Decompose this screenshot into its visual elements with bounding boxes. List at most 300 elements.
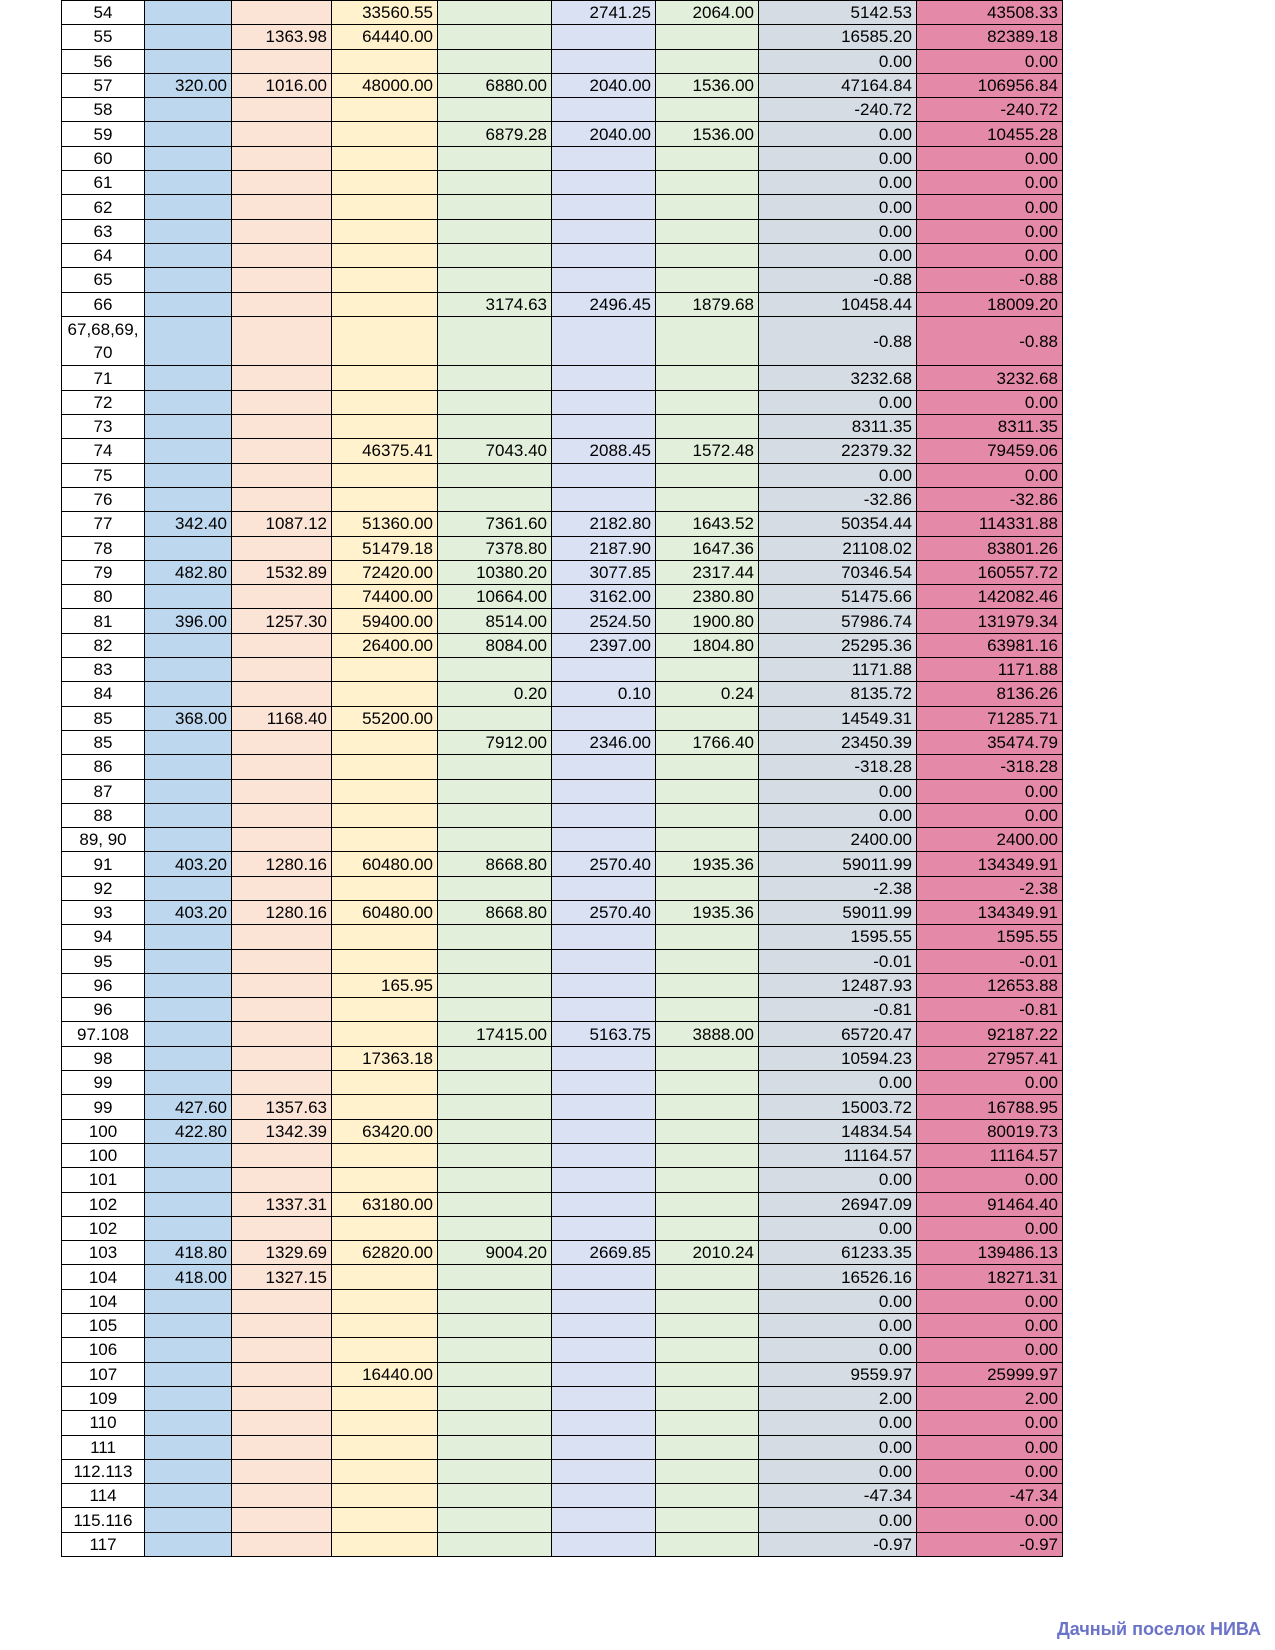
plot-number-cell: 56 <box>62 49 145 73</box>
table-cell: 14834.54 <box>759 1119 917 1143</box>
table-cell <box>145 292 232 316</box>
table-cell: 1327.15 <box>232 1265 332 1289</box>
table-cell <box>438 98 552 122</box>
table-cell <box>552 463 656 487</box>
table-cell: 1342.39 <box>232 1119 332 1143</box>
table-cell <box>438 779 552 803</box>
table-cell <box>232 366 332 390</box>
table-cell <box>145 1484 232 1508</box>
table-cell: 0.00 <box>917 195 1063 219</box>
table-cell: 8084.00 <box>438 633 552 657</box>
table-row <box>62 1532 1063 1556</box>
table-cell <box>332 1095 438 1119</box>
table-cell <box>232 1022 332 1046</box>
table-cell <box>552 1484 656 1508</box>
table-cell: 62820.00 <box>332 1241 438 1265</box>
plot-number-cell: 64 <box>62 243 145 267</box>
plot-number-cell: 117 <box>62 1532 145 1556</box>
table-cell: 8136.26 <box>917 682 1063 706</box>
table-cell: 1329.69 <box>232 1241 332 1265</box>
table-cell: 59011.99 <box>759 852 917 876</box>
table-cell <box>145 925 232 949</box>
table-cell: 63180.00 <box>332 1192 438 1216</box>
table-cell <box>232 633 332 657</box>
table-cell: -47.34 <box>917 1484 1063 1508</box>
table-cell <box>438 1119 552 1143</box>
table-cell <box>232 1508 332 1532</box>
table-cell: 2.00 <box>917 1386 1063 1410</box>
table-row <box>62 633 1063 657</box>
table-cell <box>145 316 232 366</box>
table-cell <box>332 803 438 827</box>
table-row <box>62 779 1063 803</box>
table-cell: 1168.40 <box>232 706 332 730</box>
table-cell <box>552 1143 656 1167</box>
table-cell: 83801.26 <box>917 536 1063 560</box>
plot-number-cell: 115.116 <box>62 1508 145 1532</box>
table-cell <box>145 658 232 682</box>
table-cell <box>145 876 232 900</box>
table-cell: 1337.31 <box>232 1192 332 1216</box>
table-cell: 427.60 <box>145 1095 232 1119</box>
table-cell: 1647.36 <box>656 536 759 560</box>
table-cell <box>145 1459 232 1483</box>
table-cell <box>332 98 438 122</box>
plot-number-cell: 77 <box>62 512 145 536</box>
table-cell: 2010.24 <box>656 1241 759 1265</box>
table-cell: 63981.16 <box>917 633 1063 657</box>
table-cell <box>656 1192 759 1216</box>
plot-number-cell: 89, 90 <box>62 828 145 852</box>
table-cell: 16526.16 <box>759 1265 917 1289</box>
table-cell <box>145 1289 232 1313</box>
table-cell: 25999.97 <box>917 1362 1063 1386</box>
table-cell <box>332 1386 438 1410</box>
table-cell <box>332 316 438 366</box>
table-cell <box>438 998 552 1022</box>
table-cell <box>145 1168 232 1192</box>
table-cell <box>438 828 552 852</box>
table-cell <box>656 706 759 730</box>
table-row <box>62 1484 1063 1508</box>
plot-number-cell: 104 <box>62 1265 145 1289</box>
table-cell <box>145 1532 232 1556</box>
table-cell: 2741.25 <box>552 1 656 25</box>
table-cell: 2346.00 <box>552 730 656 754</box>
table-cell <box>552 415 656 439</box>
table-cell: 0.00 <box>917 390 1063 414</box>
table-cell: 7043.40 <box>438 439 552 463</box>
table-cell <box>438 925 552 949</box>
table-cell <box>438 1338 552 1362</box>
table-cell <box>332 1022 438 1046</box>
table-row <box>62 1362 1063 1386</box>
table-cell <box>552 1532 656 1556</box>
table-cell: 65720.47 <box>759 1022 917 1046</box>
table-cell <box>232 536 332 560</box>
table-row <box>62 682 1063 706</box>
table-cell <box>438 171 552 195</box>
plot-number-cell: 57 <box>62 73 145 97</box>
table-cell: 35474.79 <box>917 730 1063 754</box>
table-cell: 8668.80 <box>438 852 552 876</box>
table-cell <box>145 1411 232 1435</box>
table-cell: 2187.90 <box>552 536 656 560</box>
table-cell <box>438 1314 552 1338</box>
table-cell: 320.00 <box>145 73 232 97</box>
table-cell: 60480.00 <box>332 852 438 876</box>
table-cell: 72420.00 <box>332 560 438 584</box>
table-cell: 2.00 <box>759 1386 917 1410</box>
table-cell: 0.00 <box>759 243 917 267</box>
table-cell <box>145 1435 232 1459</box>
table-row <box>62 1265 1063 1289</box>
table-cell <box>145 633 232 657</box>
table-cell <box>145 585 232 609</box>
table-cell <box>232 1362 332 1386</box>
table-cell: 0.00 <box>759 1071 917 1095</box>
plot-number-cell: 60 <box>62 146 145 170</box>
table-cell <box>552 366 656 390</box>
table-cell: 1595.55 <box>759 925 917 949</box>
table-cell <box>145 268 232 292</box>
table-cell <box>332 730 438 754</box>
table-cell <box>332 390 438 414</box>
table-cell: 0.00 <box>917 219 1063 243</box>
table-cell <box>552 925 656 949</box>
table-cell: 106956.84 <box>917 73 1063 97</box>
table-cell <box>656 998 759 1022</box>
table-cell <box>232 390 332 414</box>
table-cell <box>552 195 656 219</box>
table-cell: 33560.55 <box>332 1 438 25</box>
plot-number-cell: 63 <box>62 219 145 243</box>
table-cell: 160557.72 <box>917 560 1063 584</box>
table-row <box>62 609 1063 633</box>
table-row <box>62 1508 1063 1532</box>
table-cell <box>145 1338 232 1362</box>
table-cell <box>332 366 438 390</box>
table-cell <box>438 1289 552 1313</box>
table-cell <box>656 171 759 195</box>
table-cell <box>552 658 656 682</box>
table-cell <box>438 25 552 49</box>
table-cell <box>232 828 332 852</box>
table-row <box>62 512 1063 536</box>
table-row <box>62 1289 1063 1313</box>
table-cell <box>656 1314 759 1338</box>
table-cell <box>332 243 438 267</box>
table-cell <box>438 1046 552 1070</box>
table-row <box>62 268 1063 292</box>
table-cell: 3077.85 <box>552 560 656 584</box>
table-cell: 0.00 <box>917 1289 1063 1313</box>
table-cell <box>552 316 656 366</box>
table-cell <box>438 1143 552 1167</box>
table-cell: 0.00 <box>759 146 917 170</box>
table-cell: -0.88 <box>917 268 1063 292</box>
table-cell: 1572.48 <box>656 439 759 463</box>
table-cell <box>145 1 232 25</box>
table-cell <box>438 876 552 900</box>
plot-number-cell: 54 <box>62 1 145 25</box>
table-cell: 8514.00 <box>438 609 552 633</box>
plot-number-cell: 66 <box>62 292 145 316</box>
table-cell <box>232 487 332 511</box>
table-cell <box>552 98 656 122</box>
table-cell: 6879.28 <box>438 122 552 146</box>
plot-number-cell: 58 <box>62 98 145 122</box>
table-cell <box>552 1071 656 1095</box>
table-cell: 0.00 <box>759 1411 917 1435</box>
table-row <box>62 122 1063 146</box>
table-cell <box>656 1143 759 1167</box>
table-row <box>62 925 1063 949</box>
table-cell <box>656 1508 759 1532</box>
plot-number-cell: 76 <box>62 487 145 511</box>
table-cell <box>438 658 552 682</box>
table-cell <box>656 487 759 511</box>
table-cell: -47.34 <box>759 1484 917 1508</box>
table-cell <box>145 779 232 803</box>
table-cell: 0.00 <box>759 1459 917 1483</box>
table-cell <box>438 146 552 170</box>
table-cell: 6880.00 <box>438 73 552 97</box>
table-cell <box>656 973 759 997</box>
table-cell: 2380.80 <box>656 585 759 609</box>
table-cell <box>332 1508 438 1532</box>
table-cell: 1171.88 <box>759 658 917 682</box>
table-cell: 1536.00 <box>656 73 759 97</box>
table-cell: 3162.00 <box>552 585 656 609</box>
table-cell <box>145 1192 232 1216</box>
plot-number-cell: 106 <box>62 1338 145 1362</box>
table-cell <box>145 366 232 390</box>
table-row <box>62 243 1063 267</box>
table-cell <box>332 779 438 803</box>
plot-number-cell: 81 <box>62 609 145 633</box>
table-cell <box>332 146 438 170</box>
table-cell <box>656 876 759 900</box>
table-cell <box>438 1192 552 1216</box>
table-cell <box>232 1289 332 1313</box>
table-row <box>62 1338 1063 1362</box>
table-cell <box>552 390 656 414</box>
table-cell <box>232 1459 332 1483</box>
table-cell <box>332 658 438 682</box>
table-cell <box>232 1143 332 1167</box>
table-cell <box>656 1265 759 1289</box>
table-cell: 27957.41 <box>917 1046 1063 1070</box>
table-cell: 82389.18 <box>917 25 1063 49</box>
table-cell <box>552 219 656 243</box>
table-cell <box>656 803 759 827</box>
table-cell <box>332 1071 438 1095</box>
table-cell <box>232 1484 332 1508</box>
table-cell <box>145 1046 232 1070</box>
table-cell: 26400.00 <box>332 633 438 657</box>
table-cell: 14549.31 <box>759 706 917 730</box>
table-cell: 71285.71 <box>917 706 1063 730</box>
table-cell: 0.20 <box>438 682 552 706</box>
table-row <box>62 487 1063 511</box>
plot-number-cell: 105 <box>62 1314 145 1338</box>
table-cell <box>232 268 332 292</box>
plot-number-cell: 79 <box>62 560 145 584</box>
table-cell: 1532.89 <box>232 560 332 584</box>
table-cell <box>232 1386 332 1410</box>
table-cell <box>232 98 332 122</box>
table-cell <box>552 171 656 195</box>
table-cell <box>332 268 438 292</box>
table-cell <box>145 1508 232 1532</box>
table-cell <box>232 1216 332 1240</box>
table-cell <box>438 949 552 973</box>
table-cell: -0.97 <box>917 1532 1063 1556</box>
table-row <box>62 1168 1063 1192</box>
table-cell <box>552 1435 656 1459</box>
table-cell: 17415.00 <box>438 1022 552 1046</box>
table-cell: 61233.35 <box>759 1241 917 1265</box>
table-cell <box>552 1508 656 1532</box>
table-cell: 51475.66 <box>759 585 917 609</box>
table-cell <box>332 1532 438 1556</box>
plot-number-cell: 84 <box>62 682 145 706</box>
table-cell: 0.00 <box>759 390 917 414</box>
table-cell <box>232 146 332 170</box>
table-row <box>62 1095 1063 1119</box>
table-row <box>62 1314 1063 1338</box>
table-row <box>62 803 1063 827</box>
table-cell <box>232 779 332 803</box>
table-cell: 64440.00 <box>332 25 438 49</box>
table-cell: 0.00 <box>759 122 917 146</box>
table-cell: 3888.00 <box>656 1022 759 1046</box>
table-cell: 59011.99 <box>759 900 917 924</box>
table-cell: 51360.00 <box>332 512 438 536</box>
table-cell <box>552 25 656 49</box>
table-cell <box>552 1119 656 1143</box>
table-cell: 43508.33 <box>917 1 1063 25</box>
table-row <box>62 219 1063 243</box>
table-cell <box>232 1532 332 1556</box>
table-cell: 2040.00 <box>552 73 656 97</box>
table-row <box>62 49 1063 73</box>
table-cell <box>232 415 332 439</box>
table-cell <box>552 973 656 997</box>
table-cell: 0.00 <box>917 1071 1063 1095</box>
table-cell <box>332 1314 438 1338</box>
table-cell: 0.00 <box>917 1314 1063 1338</box>
table-cell: 114331.88 <box>917 512 1063 536</box>
table-cell <box>232 49 332 73</box>
table-cell <box>332 171 438 195</box>
table-cell: 16440.00 <box>332 1362 438 1386</box>
table-row <box>62 949 1063 973</box>
table-cell <box>552 1459 656 1483</box>
table-cell <box>552 146 656 170</box>
table-cell <box>232 463 332 487</box>
table-cell: 2496.45 <box>552 292 656 316</box>
table-cell: 2397.00 <box>552 633 656 657</box>
plot-number-cell: 93 <box>62 900 145 924</box>
table-cell <box>232 1338 332 1362</box>
table-cell <box>552 803 656 827</box>
table-cell: 2570.40 <box>552 900 656 924</box>
table-row <box>62 1 1063 25</box>
table-cell <box>656 1071 759 1095</box>
table-body <box>62 1 1063 1557</box>
table-cell <box>232 243 332 267</box>
table-cell <box>552 1265 656 1289</box>
table-cell <box>552 706 656 730</box>
table-cell <box>438 1484 552 1508</box>
table-cell: 10458.44 <box>759 292 917 316</box>
table-cell: 0.00 <box>917 463 1063 487</box>
table-cell: -32.86 <box>917 487 1063 511</box>
plot-number-cell: 99 <box>62 1095 145 1119</box>
table-cell: 2317.44 <box>656 560 759 584</box>
table-cell: 46375.41 <box>332 439 438 463</box>
table-cell <box>656 949 759 973</box>
table-row <box>62 463 1063 487</box>
table-cell: 0.00 <box>917 1508 1063 1532</box>
table-cell: 25295.36 <box>759 633 917 657</box>
table-cell <box>232 122 332 146</box>
table-row <box>62 73 1063 97</box>
payments-table <box>61 0 1063 1557</box>
table-cell <box>232 316 332 366</box>
table-cell <box>656 1046 759 1070</box>
table-row <box>62 1022 1063 1046</box>
plot-number-cell: 97.108 <box>62 1022 145 1046</box>
table-cell <box>145 949 232 973</box>
table-cell: 17363.18 <box>332 1046 438 1070</box>
table-cell <box>656 463 759 487</box>
table-cell <box>145 25 232 49</box>
table-cell: 21108.02 <box>759 536 917 560</box>
table-row <box>62 585 1063 609</box>
table-cell <box>438 1532 552 1556</box>
table-cell: 0.00 <box>917 1338 1063 1362</box>
table-cell <box>332 1216 438 1240</box>
table-row <box>62 973 1063 997</box>
table-cell: 1595.55 <box>917 925 1063 949</box>
table-cell <box>438 973 552 997</box>
plot-number-cell: 99 <box>62 1071 145 1095</box>
table-cell <box>656 1119 759 1143</box>
table-cell: 1280.16 <box>232 852 332 876</box>
table-cell <box>332 487 438 511</box>
table-cell <box>438 706 552 730</box>
plot-number-cell: 75 <box>62 463 145 487</box>
table-cell: 5163.75 <box>552 1022 656 1046</box>
table-cell: 0.00 <box>917 243 1063 267</box>
table-cell: 0.00 <box>759 463 917 487</box>
table-cell: 5142.53 <box>759 1 917 25</box>
table-cell <box>145 973 232 997</box>
plot-number-cell: 102 <box>62 1216 145 1240</box>
table-row <box>62 1241 1063 1265</box>
plot-number-cell: 94 <box>62 925 145 949</box>
table-cell <box>332 1435 438 1459</box>
table-cell: 0.00 <box>917 146 1063 170</box>
plot-number-cell: 110 <box>62 1411 145 1435</box>
table-cell <box>656 146 759 170</box>
plot-number-cell: 114 <box>62 1484 145 1508</box>
table-cell <box>145 98 232 122</box>
table-cell: 12653.88 <box>917 973 1063 997</box>
